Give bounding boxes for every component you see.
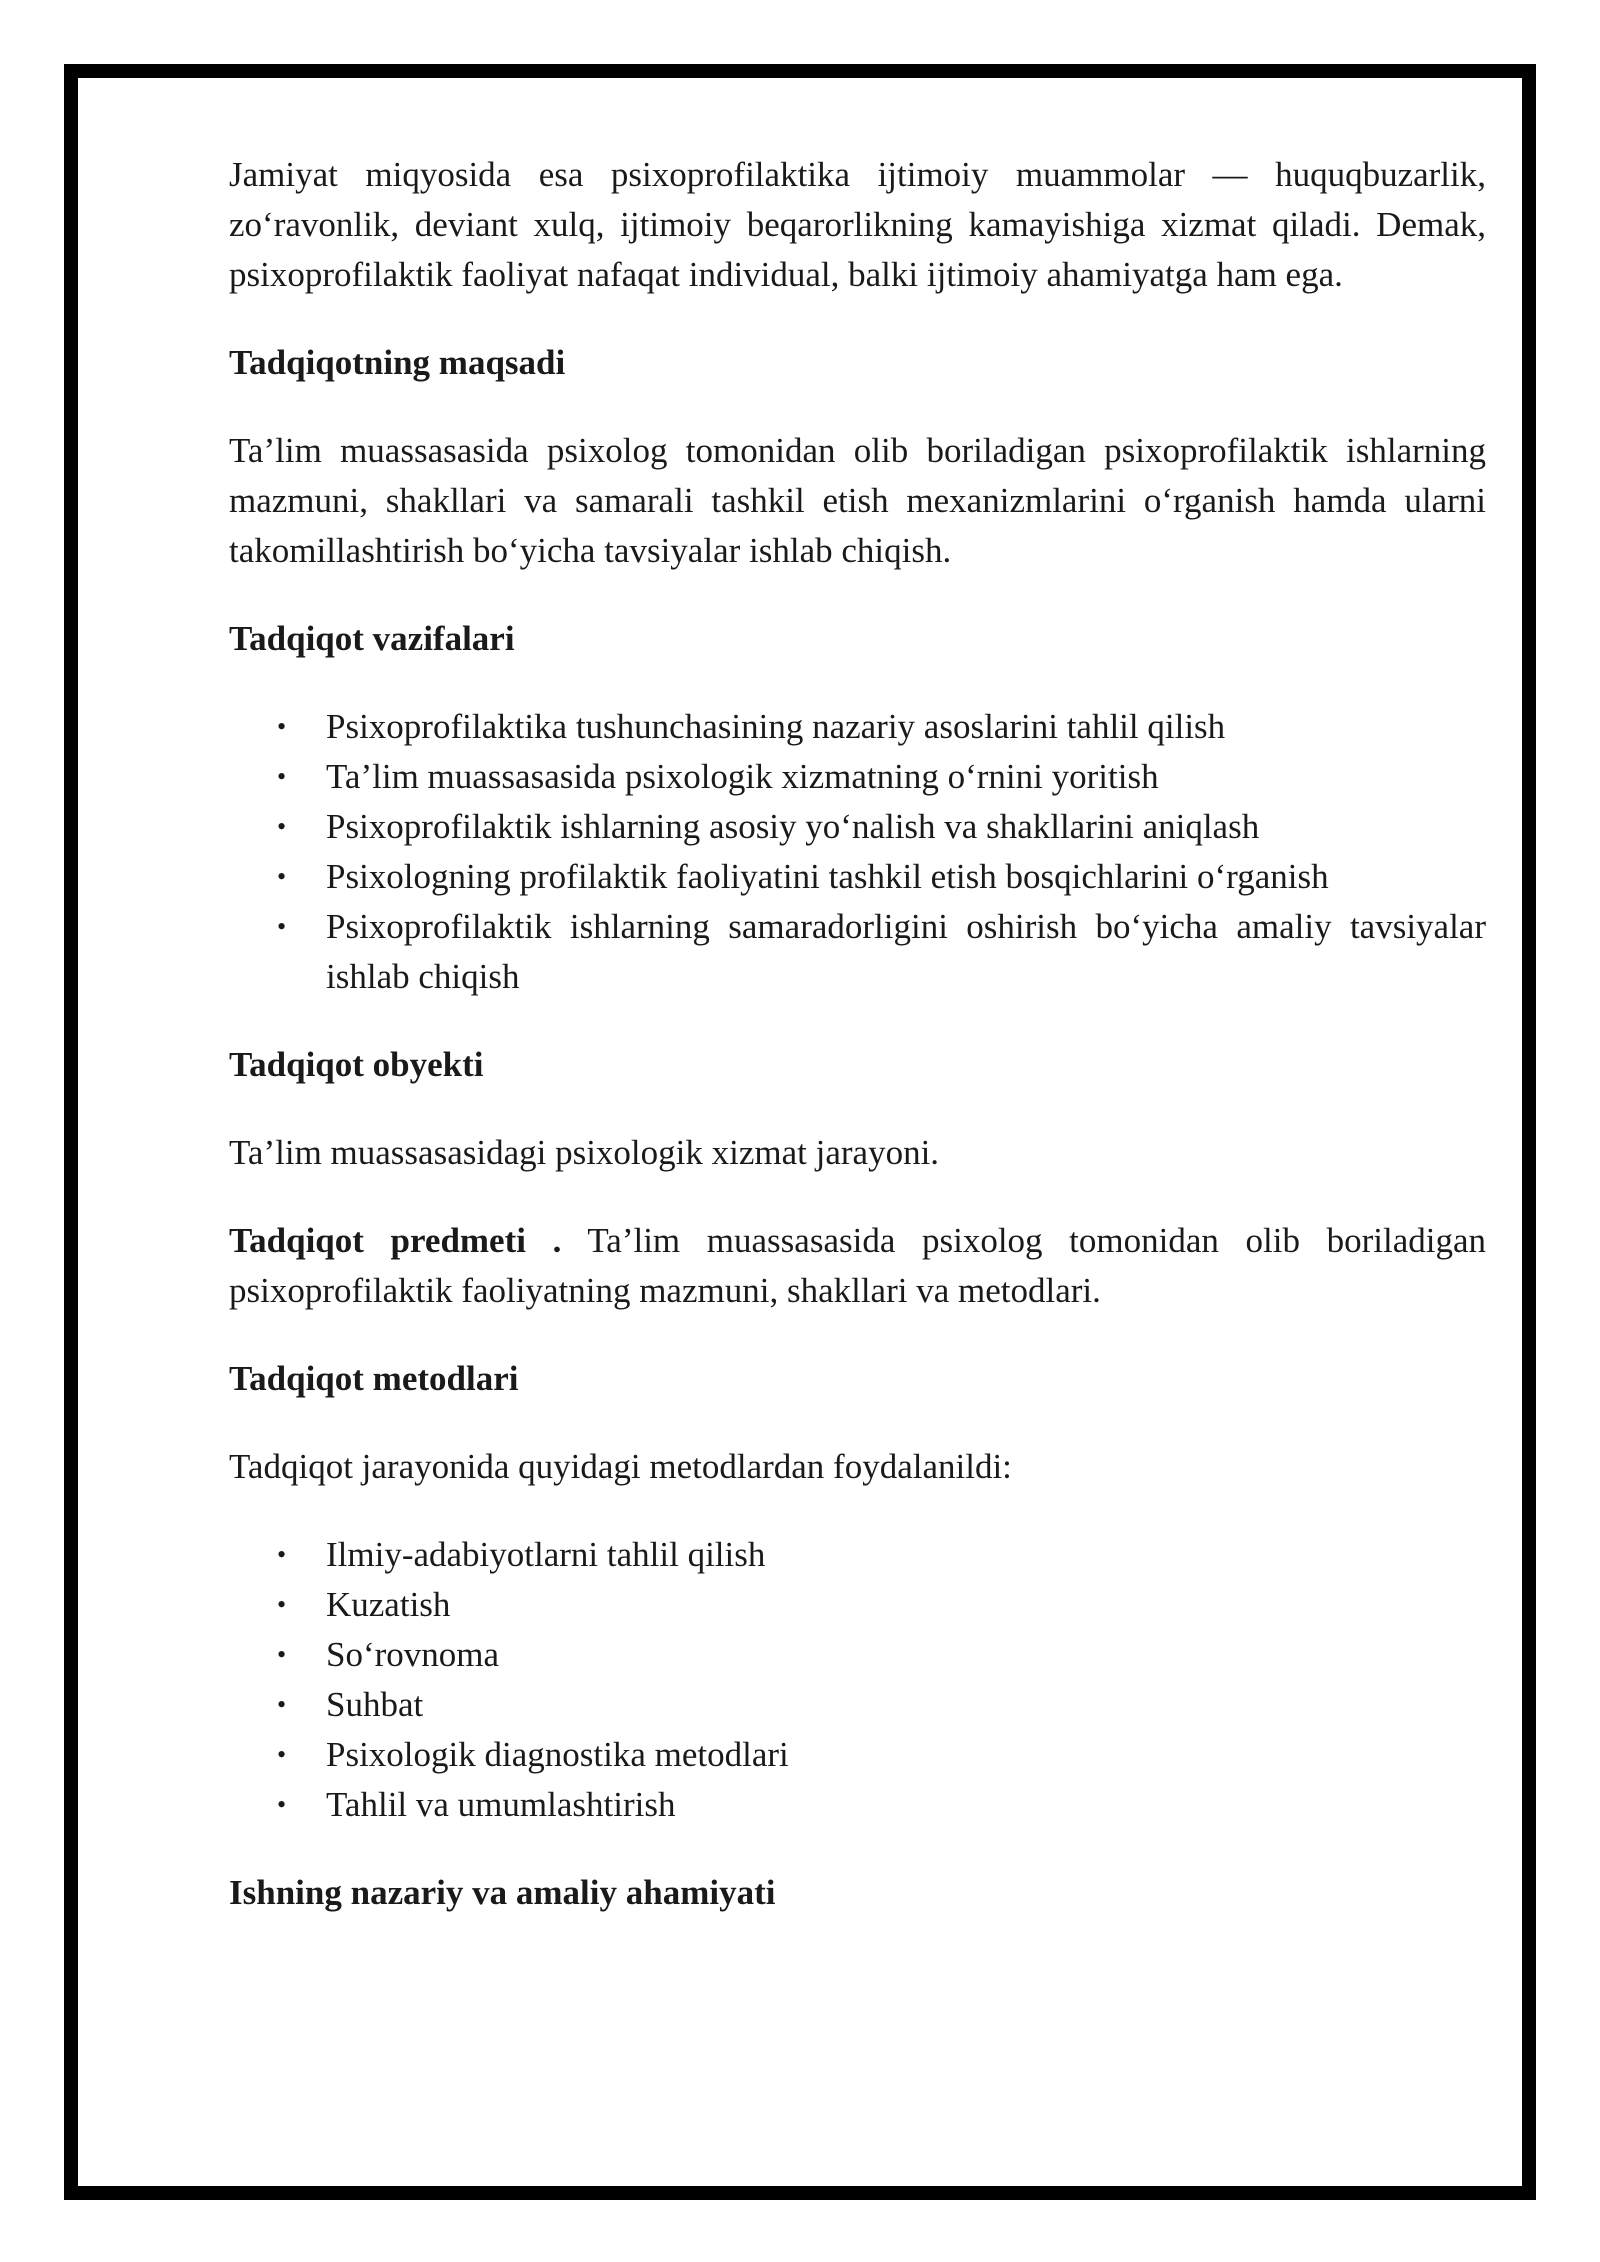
significance-heading: Ishning nazariy va amaliy ahamiyati xyxy=(229,1873,776,1912)
list-item: • Psixoprofilaktik ishlarning samaradorligini oshirish bo‘yicha amaliy tavsiyalar ishlab chiqish xyxy=(229,902,1486,1002)
list-item: • Psixologning profilaktik faoliyatini tashkil etish bosqichlarini o‘rganish xyxy=(229,852,1486,902)
intro-paragraph: Jamiyat miqyosida esa psixoprofilaktika ijtimoiy muammolar — huquqbuzarlik, zo‘ravonlik, deviant xulq, ijtimoiy beqarorlikning kamayishiga xizmat qiladi. Demak, psixoprofilaktik faoliyat nafaqat individual, balki ijtimoiy ahamiyatga ham ega. xyxy=(229,155,1486,294)
bullet-icon: • xyxy=(277,1740,287,1769)
list-item: • Psixoprofilaktik ishlarning asosiy yo‘nalish va shakllarini aniqlash xyxy=(229,802,1486,852)
list-item: • Suhbat xyxy=(229,1680,1486,1730)
subject-label: Tadqiqot predmeti . xyxy=(229,1221,562,1260)
bullet-icon: • xyxy=(277,1590,287,1619)
bullet-icon: • xyxy=(277,812,287,841)
tasks-heading: Tadqiqot vazifalari xyxy=(229,619,515,658)
bullet-icon: • xyxy=(277,712,287,741)
object-heading: Tadqiqot obyekti xyxy=(229,1045,484,1084)
list-item: • Ta’lim muassasasida psixologik xizmatning o‘rnini yoritish xyxy=(229,752,1486,802)
object-paragraph: Ta’lim muassasasidagi psixologik xizmat jarayoni. xyxy=(229,1133,940,1172)
subject-paragraph xyxy=(229,1216,1486,1316)
goal-paragraph: Ta’lim muassasasida psixolog tomonidan olib boriladigan psixoprofilaktik ishlarning mazmuni, shakllari va samarali tashkil etish mexanizmlarini o‘rganish hamda ularni takomillashtirish bo‘yicha tavsiyalar ishlab chiqish. xyxy=(229,431,1486,570)
bullet-icon: • xyxy=(277,1640,287,1669)
methods-intro: Tadqiqot jarayonida quyidagi metodlardan foydalanildi: xyxy=(229,1447,1012,1486)
bullet-icon: • xyxy=(277,762,287,791)
list-item: • Tahlil va umumlashtirish xyxy=(229,1780,1486,1830)
list-item: • Ilmiy-adabiyotlarni tahlil qilish xyxy=(229,1530,1486,1580)
bullet-icon: • xyxy=(277,1690,287,1719)
methods-list xyxy=(229,1530,1486,1830)
bullet-icon: • xyxy=(277,1790,287,1819)
list-item: • So‘rovnoma xyxy=(229,1630,1486,1680)
bullet-icon: • xyxy=(277,1540,287,1569)
tasks-list xyxy=(229,702,1486,1002)
goal-heading: Tadqiqotning maqsadi xyxy=(229,343,566,382)
bullet-icon: • xyxy=(277,862,287,891)
bullet-icon: • xyxy=(277,912,287,941)
list-item: • Psixologik diagnostika metodlari xyxy=(229,1730,1486,1780)
methods-heading: Tadqiqot metodlari xyxy=(229,1359,519,1398)
list-item: • Kuzatish xyxy=(229,1580,1486,1630)
list-item: • Psixoprofilaktika tushunchasining nazariy asoslarini tahlil qilish xyxy=(229,702,1486,752)
document-body xyxy=(229,150,1486,1918)
subject-text: Ta’lim muassasasida psixolog tomonidan olib boriladigan psixoprofilaktik faoliyatning mazmuni, shakllari va metodlari. xyxy=(229,1221,1486,1310)
